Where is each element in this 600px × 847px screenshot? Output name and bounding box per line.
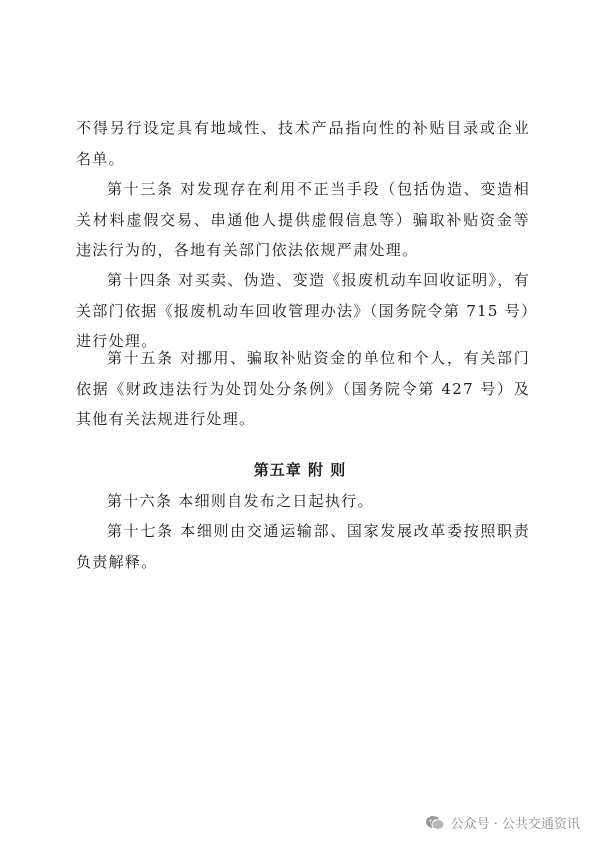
article-16: 第十六条 本细则自发布之日起执行。	[107, 492, 374, 510]
watermark-footer	[425, 813, 580, 832]
article-14: 第十四条 对买卖、伪造、变造《报废机动车回收证明》，有关部门依据《报废机动车回收管理办法》（国务院令第 715 号）进行处理。	[76, 271, 530, 350]
chapter-heading: 第五章 附 则	[253, 461, 347, 479]
article-13: 第十三条 对发现存在利用不正当手段（包括伪造、变造相关材料虚假交易、串通他人提供虚假信息等）骗取补贴资金等违法行为的，各地有关部门依法依规严肃处理。	[76, 180, 530, 259]
article-17: 第十七条 本细则由交通运输部、国家发展改革委按照职责负责解释。	[76, 522, 530, 571]
watermark-text: 公众号 · 公共交通资讯	[450, 817, 580, 832]
paragraph-continuation: 不得另行设定具有地域性、技术产品指向性的补贴目录或企业名单。	[76, 119, 530, 168]
wechat-icon	[425, 815, 445, 831]
article-15: 第十五条 对挪用、骗取补贴资金的单位和个人，有关部门依据《财政违法行为处罚处分条例》（国务院令第 427 号）及其他有关法规进行处理。	[76, 349, 530, 428]
